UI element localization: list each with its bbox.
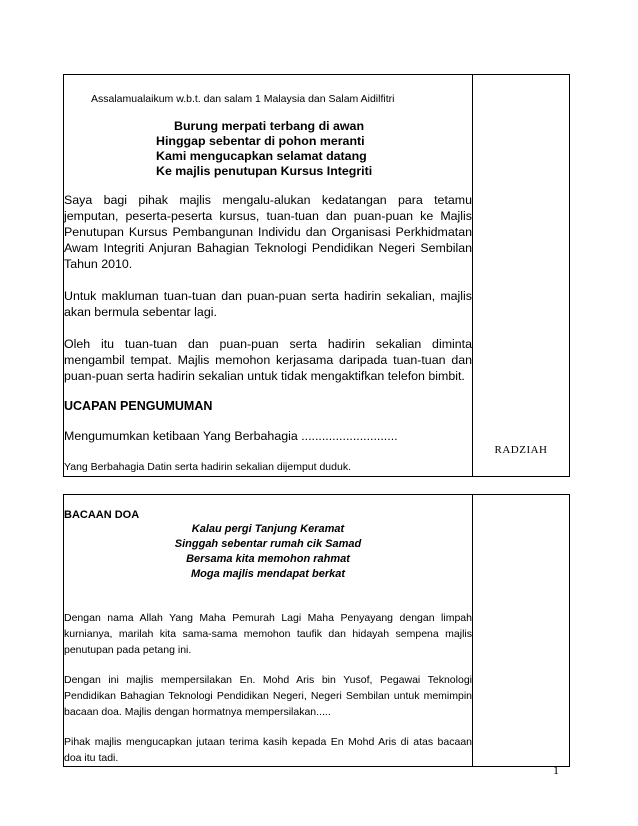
thanks-paragraph: Pihak majlis mengucapkan jutaan terima kasih kepada En Mohd Aris di atas bacaan doa itu tadi.: [64, 736, 472, 764]
info-paragraph: Untuk makluman tuan-tuan dan puan-puan serta hadirin sekalian, majlis akan bermula sebentar lagi.: [64, 289, 472, 319]
pantun-line: Kalau pergi Tanjung Keramat: [191, 523, 345, 535]
prayer-paragraph: Dengan nama Allah Yang Maha Pemurah Lagi Maha Penyayang dengan limpah kurnianya, marilah kita sama-sama memohon taufik dan hidayah sempena majlis penutupan pada petang ini.: [64, 612, 472, 656]
pantun-line: Burung merpati terbang di awan: [174, 119, 365, 133]
pantun-line: Ke majlis penutupan Kursus Integriti: [156, 164, 373, 178]
script-block-welcome: [63, 74, 570, 477]
speaker-name: RADZIAH: [494, 444, 548, 456]
speaker-cell: [473, 75, 570, 477]
request-paragraph: Oleh itu tuan-tuan dan puan-puan serta hadirin sekalian diminta mengambil tempat. Majlis memohon kerjasama daripada tuan-tuan dan puan-puan serta hadirin sekalian untuk tidak mengaktifkan telefon bimbit.: [64, 337, 472, 383]
announcement-line: Mengumumkan ketibaan Yang Berbahagia ............................: [64, 429, 398, 443]
section-heading: UCAPAN PENGUMUMAN: [64, 399, 213, 413]
page-number: 1: [553, 763, 559, 777]
welcome-paragraph: Saya bagi pihak majlis mengalu-alukan kedatangan para tetamu jemputan, peserta-peserta kursus, tuan-tuan dan puan-puan ke Majlis Penutupan Kursus Pembangunan Individu dan Organisasi Perkhidmatan Awam Integriti Anjuran Bahagian Teknologi Pendidikan Negeri Sembilan Tahun 2010.: [64, 193, 472, 271]
invite-paragraph: Dengan ini majlis mempersilakan En. Mohd Aris bin Yusof, Pegawai Teknologi Pendidikan Bahagian Teknologi Pendidikan Negeri, Negeri Sembilan untuk memimpin bacaan doa. Majlis dengan hormatnya mempersilakan.....: [64, 674, 472, 718]
section-heading: BACAAN DOA: [64, 509, 140, 521]
pantun-line: Kami mengucapkan selamat datang: [156, 149, 367, 163]
speaker-cell: [473, 444, 570, 767]
pantun-line: Hinggap sebentar di pohon meranti: [156, 134, 365, 148]
pantun-line: Singgah sebentar rumah cik Samad: [174, 538, 362, 550]
greeting: Assalamualaikum w.b.t. dan salam 1 Malaysia dan Salam Aidilfitri: [91, 93, 395, 105]
prayer-pantun: [64, 522, 472, 582]
invite-line: Yang Berbahagia Datin serta hadirin sekalian dijemput duduk.: [64, 461, 351, 473]
pantun-line: Moga majlis mendapat berkat: [190, 568, 346, 580]
pantun-line: Bersama kita memohon rahmat: [186, 553, 350, 565]
script-text-cell: [64, 75, 473, 477]
script-text-cell: [64, 495, 473, 767]
welcome-pantun: [64, 119, 472, 179]
